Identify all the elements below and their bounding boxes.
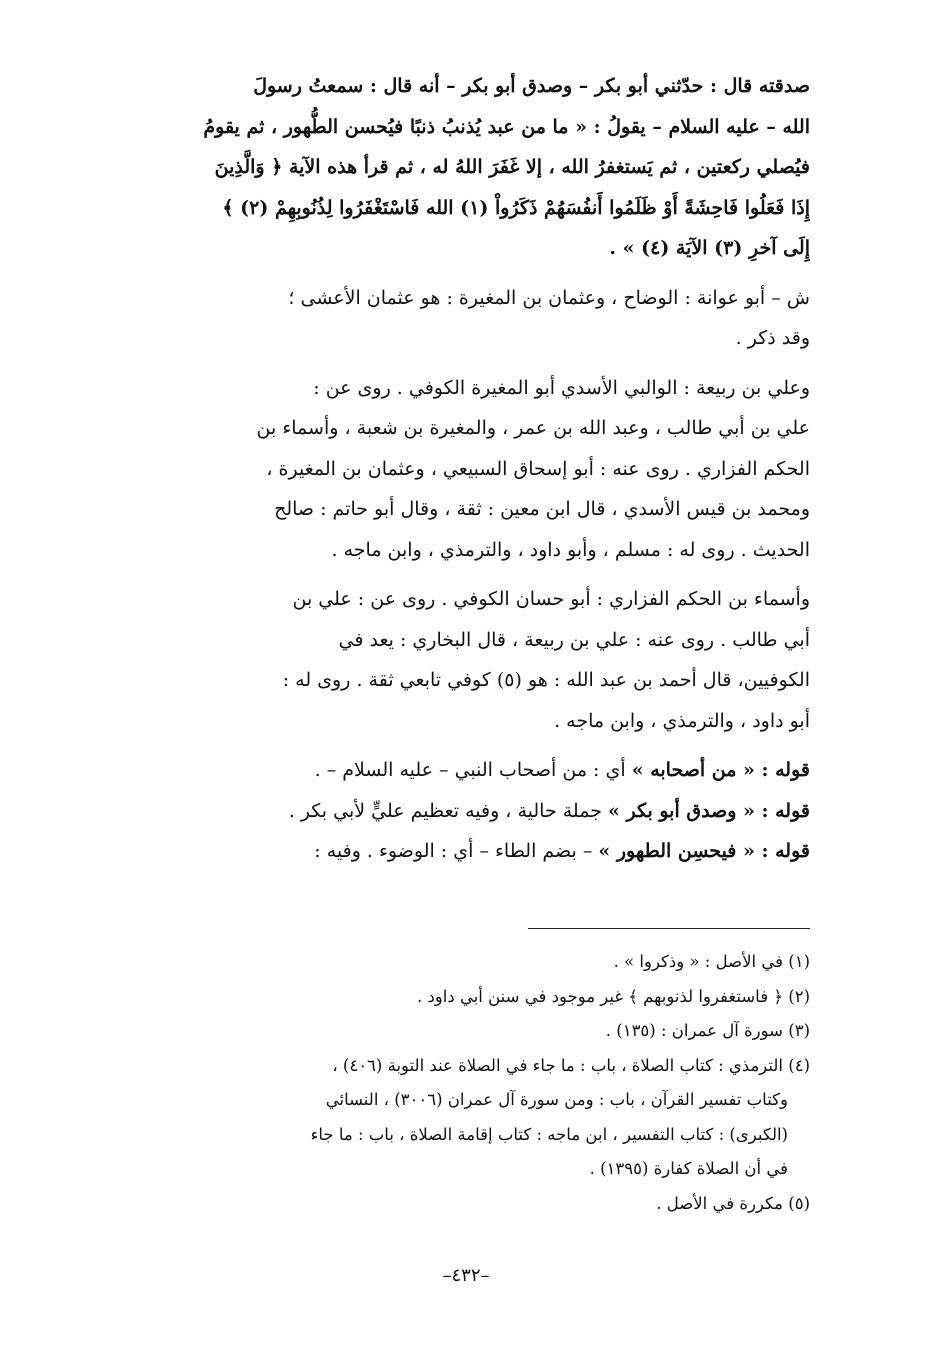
text-line: وقد ذكر .: [735, 327, 810, 349]
footnotes: [118, 945, 810, 1221]
quoted-phrase: قوله : « وصدق أبو بكر »: [608, 799, 810, 822]
text-line: وعلي بن ربيعة : الوالبي الأسدي أبو المغيرة الكوفي . روى عن :: [313, 376, 810, 399]
footnote: (٣) سورة آل عمران : (١٣٥) .: [605, 1021, 810, 1040]
text-line: علي بن أبي طالب ، وعبد الله بن عمر ، والمغيرة بن شعبة ، وأسماء بن: [256, 417, 810, 439]
footnote: (٥) مكررة في الأصل .: [656, 1193, 810, 1213]
footnote-continuation: (الكبرى) : كتاب التفسير ، ابن ماجه : كتاب إقامة الصلاة ، باب : ما جاء: [310, 1124, 788, 1144]
footnote-continuation: وكتاب تفسير القرآن ، باب : ومن سورة آل عمران (٣٠٠٦) ، النسائي: [325, 1090, 788, 1109]
text-line: أبي طالب . روى عنه : علي بن ربيعة ، قال البخاري : يعد في: [338, 628, 810, 651]
footnote-continuation: في أن الصلاة كفارة (١٣٩٥) .: [589, 1159, 788, 1178]
text-line: صدقته قال : حدّثني أبو بكر – وصدق أبو بكر – أنه قال : سمعتُ رسولَ: [253, 75, 810, 97]
commentary-paragraph: [118, 278, 810, 359]
explanation-list: [118, 750, 810, 872]
narrator-paragraph: [118, 579, 810, 741]
hadith-paragraph: [118, 66, 810, 269]
text-line: وأسماء بن الحكم الفزاري : أبو حسان الكوفي . روى عن : علي بن: [292, 588, 810, 610]
text-line: الحكم الفزاري . روى عنه : أبو إسحاق السبيعي ، وعثمان بن المغيرة ،: [266, 457, 810, 480]
footnote: (١) في الأصل : « وذكروا » .: [613, 952, 810, 971]
text-line: إِذَا فَعَلُوا فَاحِشَةً أَوْ ظَلَمُوا أَنفُسَهُمْ ذَكَرُواْ (١) الله فَاسْتَغْفَرُوا لِذُنُوبِهِمْ (٢) ﴾: [222, 196, 810, 219]
footnote: (٤) الترمذي : كتاب الصلاة ، باب : ما جاء في الصلاة عند التوبة (٤٠٦) ،: [332, 1055, 810, 1075]
text-line: أبو داود ، والترمذي ، وابن ماجه .: [554, 709, 810, 732]
narrator-paragraph: [118, 368, 810, 571]
quoted-phrase: قوله : « فيحسِن الطهور »: [598, 840, 810, 862]
text-line: الحديث . روى له : مسلم ، وأبو داود ، والترمذي ، وابن ماجه .: [331, 538, 810, 561]
text-line: فيُصلي ركعتين ، ثم يَستغفرُ الله ، إلا غَفَرَ اللهُ له ، ثم قرأ هذه الآية ﴿ وَالَّذِينَ: [214, 156, 810, 178]
explanation-line: [118, 831, 810, 872]
footnote: (٢) ﴿ فاستغفروا لذنوبهم ﴾ غير موجود في سنن أبي داود .: [416, 986, 810, 1006]
page-number: –٤٣٢–: [442, 1265, 490, 1286]
text-line: الله – عليه السلام – يقولُ : « ما من عبد يُذنبُ ذنبًا فيُحسن الطُّهور ، ثم يقومُ: [203, 115, 810, 138]
text-line: إِلَى آخرِ (٣) الآيَة (٤) » .: [609, 237, 810, 259]
explanation-text: – بضم الطاء – أي : الوضوء . وفيه :: [314, 840, 599, 862]
explanation-text: أي : من أصحاب النبي – عليه السلام – .: [314, 759, 632, 781]
text-line: الكوفيين، قال أحمد بن عبد الله : هو (٥) كوفي تابعي ثقة . روى له :: [282, 669, 810, 691]
text-line: ش – أبو عوانة : الوضاح ، وعثمان بن المغيرة : هو عثمان الأعشى ؛: [288, 286, 810, 309]
explanation-line: [118, 750, 810, 791]
explanation-line: [118, 791, 810, 832]
main-text: [118, 66, 810, 872]
text-line: ومحمد بن قيس الأسدي ، قال ابن معين : ثقة ، وقال أبو حاتم : صالح: [274, 498, 810, 520]
footnote-divider: [528, 928, 810, 929]
quoted-phrase: قوله : « من أصحابه »: [631, 759, 810, 781]
explanation-text: جملة حالية ، وفيه تعظيم عليٍّ لأبي بكر .: [288, 799, 608, 822]
